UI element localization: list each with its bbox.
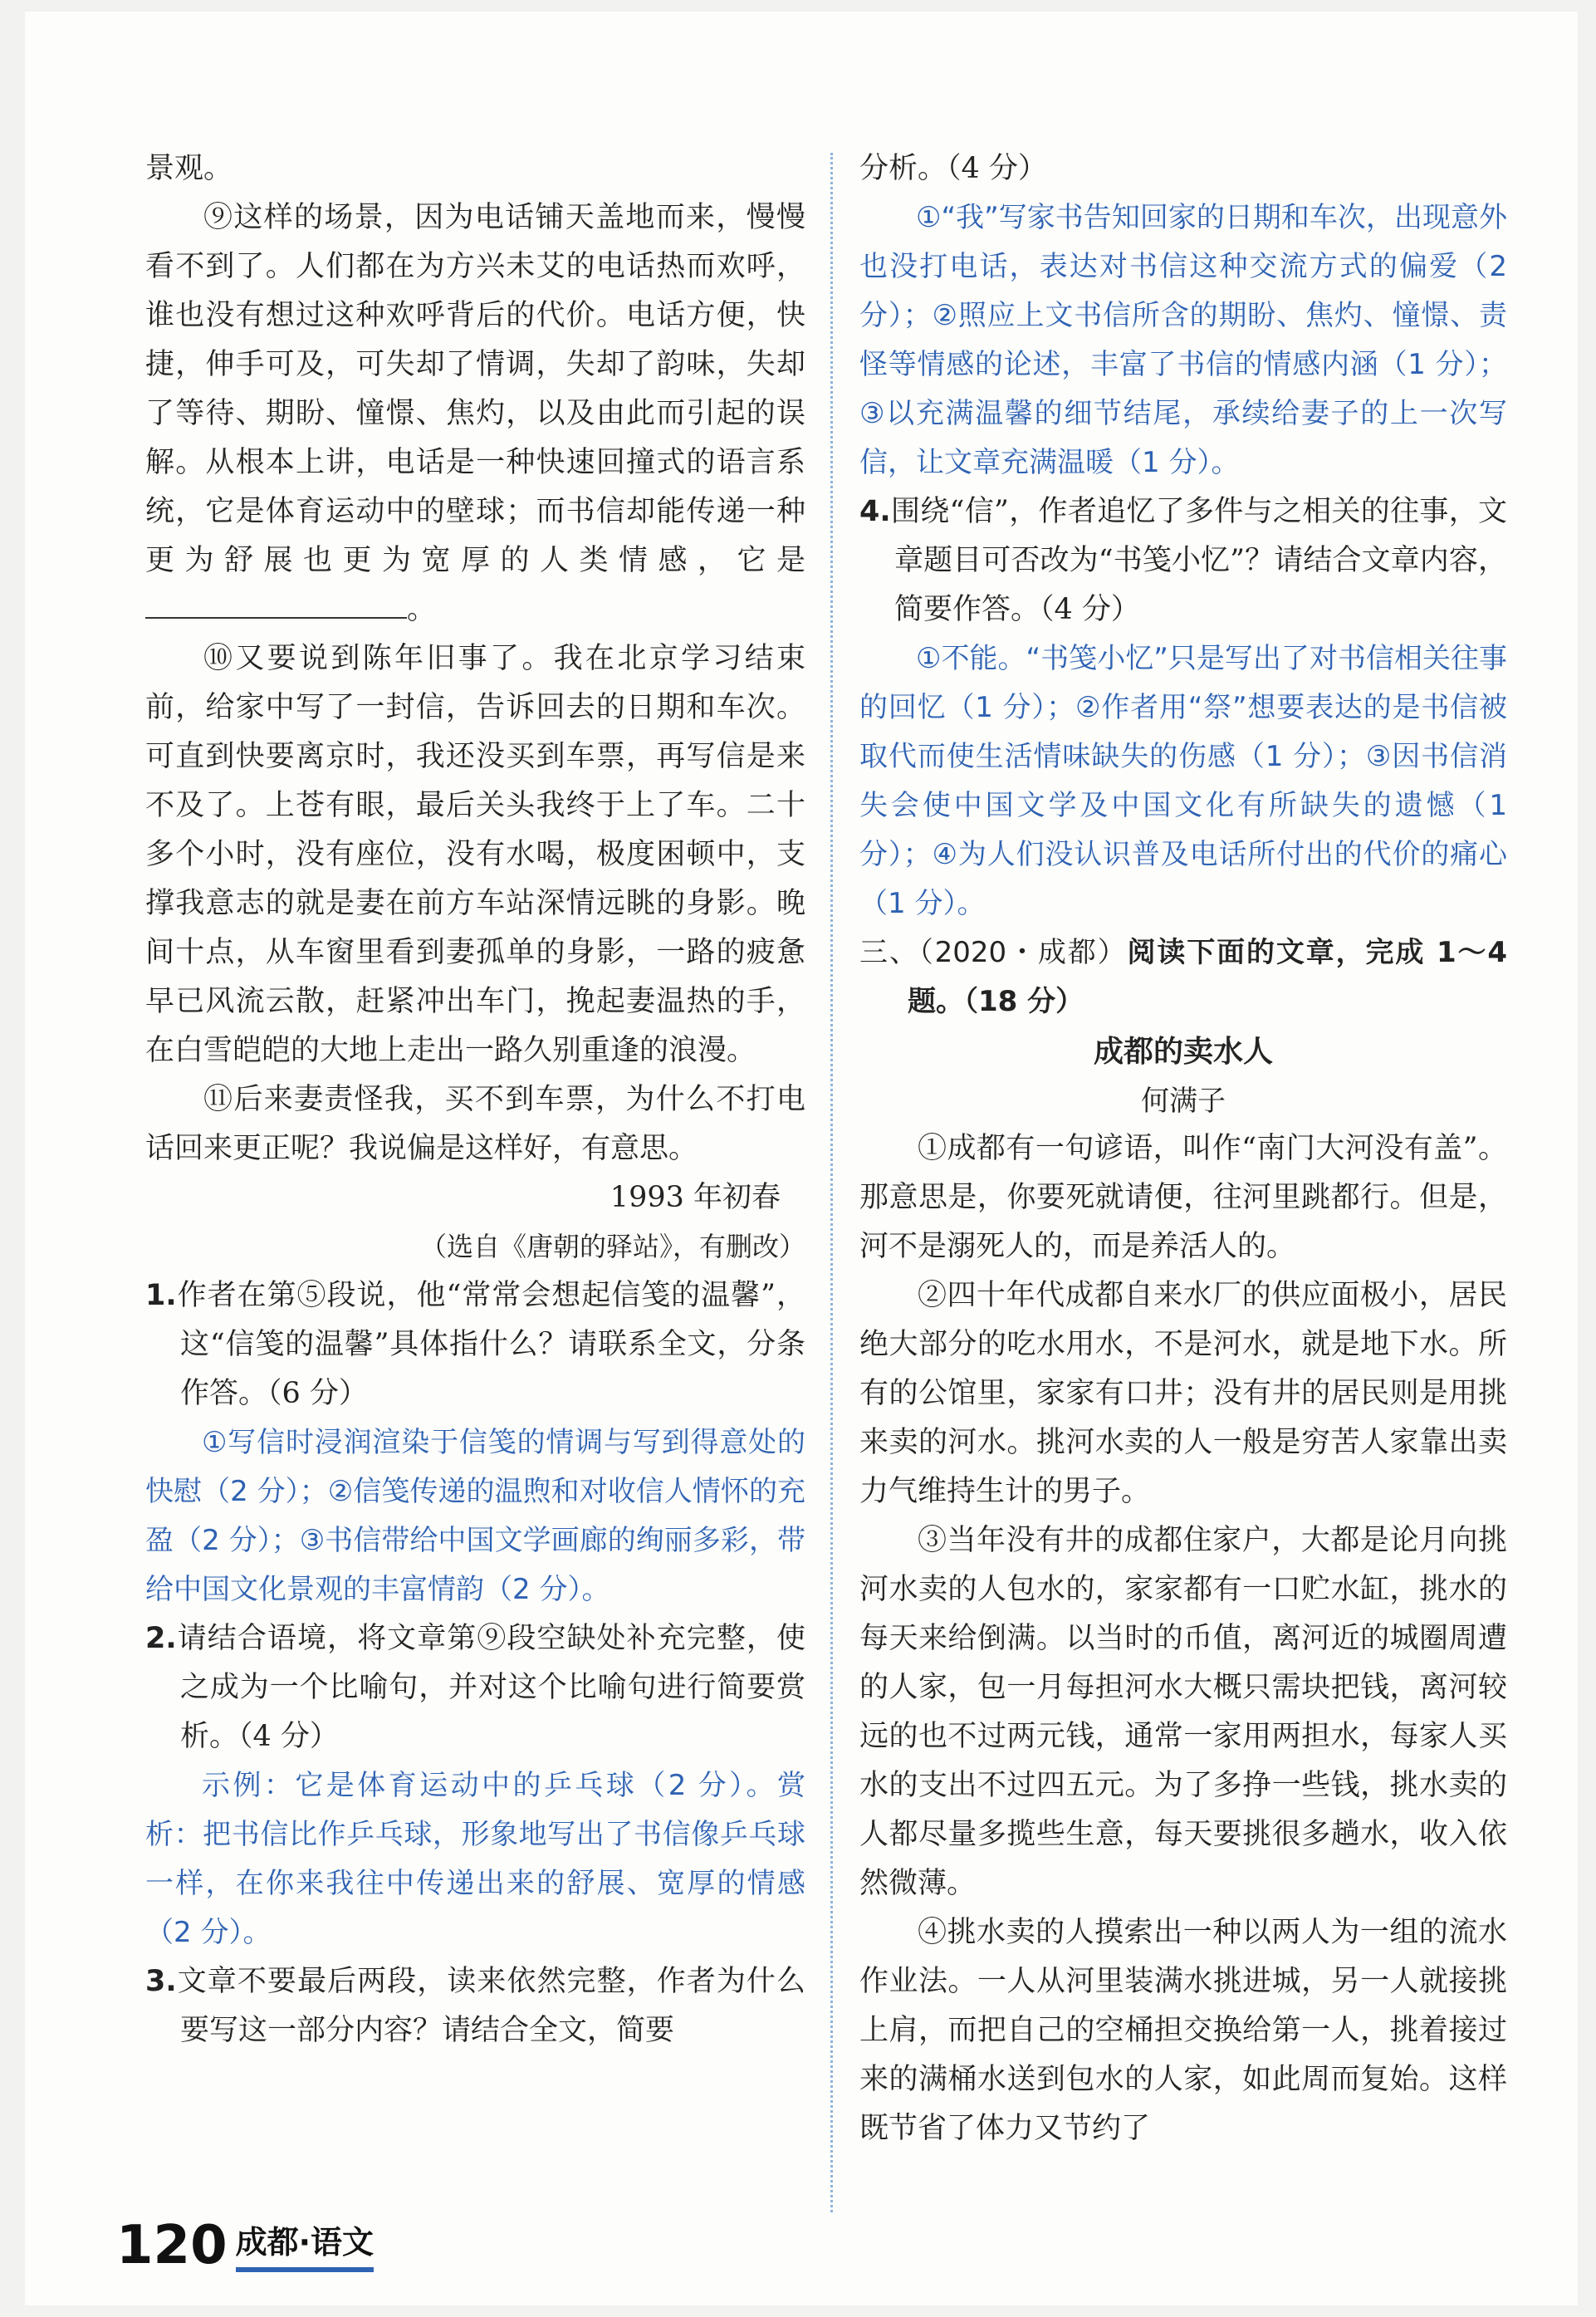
question-3-number: 3. [145, 1965, 177, 1998]
right-column [859, 145, 1507, 2153]
article-title: 成都的卖水人 [1093, 1035, 1273, 1069]
answer-4: ①不能。“书笺小忆”只是写出了对书信相关往事的回忆（1 分）；②作者用“祭”想要表达的是书信被取代而使生活情味缺失的伤感（1 分）；③因书信消失会使中国文学及中国文化有所缺失的遗憾（1 分）；④为人们没认识普及电话所付出的代价的痛心（1 分）。 [859, 642, 1507, 920]
question-4-text: 围绕“信”，作者追忆了多件与之相关的往事，文章题目可否改为“书笺小忆”？请结合文章内容，简要作答。（4 分） [890, 495, 1507, 626]
paragraph-r4: ④挑水卖的人摸索出一种以两人为一组的流水作业法。一人从河里装满水挑进城，另一人就接挑上肩，而把自己的空桶担交换给第一人，挑着接过来的满桶水送到包水的人家，如此周而复始。这样既节省了体力又节约了 [859, 1916, 1507, 2145]
question-1-number: 1. [145, 1279, 177, 1312]
paragraph-11: ⑪后来妻责怪我，买不到车票，为什么不打电话回来更正呢？我说偏是这样好，有意思。 [145, 1083, 805, 1165]
left-column [145, 145, 805, 2055]
paragraph-9-end: 。 [407, 593, 437, 626]
paragraph-r2: ②四十年代成都自来水厂的供应面极小，居民绝大部分的吃水用水，不是河水，就是地下水。所有的公馆里，家家有口井；没有井的居民则是用挑来卖的河水。挑河水卖的人一般是穷苦人家靠出卖力气维持生计的男子。 [859, 1279, 1507, 1508]
footer-label: 成都·语文 [236, 2217, 374, 2272]
answer-3: ①“我”写家书告知回家的日期和车次，出现意外也没打电话，表达对书信这种交流方式的偏爱（2 分）；②照应上文书信所含的期盼、焦灼、憧憬、责怪等情感的论述，丰富了书信的情感内涵（1 分）；③以充满温馨的细节结尾，承续给妻子的上一次写信，让文章充满温暖（1 分）。 [859, 201, 1507, 479]
page-footer [116, 2215, 375, 2276]
paragraph-r3: ③当年没有井的成都住家户，大都是论月向挑河水卖的人包水的，家家都有一口贮水缸，挑水的每天来给倒满。以当时的币值，离河近的城圈周遭的人家，包一月每担河水大概只需块把钱，离河较远的也不过两元钱，通常一家用两担水，每家人买水的支出不过四五元。为了多挣一些钱，挑水卖的人都尽量多揽些生意，每天要挑很多趟水，收入依然微薄。 [859, 1524, 1507, 1900]
paragraph-r1: ①成都有一句谚语，叫作“南门大河没有盖”。那意思是，你要死就请便，往河里跳都行。但是，河不是溺死人的，而是养活人的。 [859, 1132, 1507, 1263]
paragraph-10: ⑩又要说到陈年旧事了。我在北京学习结束前，给家中写了一封信，告诉回去的日期和车次。可直到快要离京时，我还没买到车票，再写信是来不及了。上苍有眼，最后关头我终于上了车。二十多个小时，没有座位，没有水喝，极度困顿中，支撑我意志的就是妻在前方车站深情远眺的身影。晚间十点，从车窗里看到妻孤单的身影，一路的疲惫早已风流云散，赶紧冲出车门，挽起妻温热的手，在白雪皑皑的大地上走出一路久别重逢的浪漫。 [145, 642, 805, 1067]
question-2-text: 请结合语境，将文章第⑨段空缺处补充完整，使之成为一个比喻句，并对这个比喻句进行简要赏析。（4 分） [176, 1622, 805, 1753]
answer-2: 示例：它是体育运动中的乒乓球（2 分）。赏析：把书信比作乒乓球，形象地写出了书信像乒乓球一样，在你来我往中传递出来的舒展、宽厚的情感（2 分）。 [145, 1769, 805, 1949]
section-heading [859, 928, 1507, 1026]
question-4 [859, 487, 1507, 634]
paragraph-9 [145, 193, 805, 634]
column-divider [830, 153, 833, 2212]
question-2 [145, 1614, 805, 1761]
section-instruction: 阅读下面的文章，完成 1～4 题。（18 分） [908, 936, 1508, 1018]
fill-in-blank[interactable] [145, 592, 407, 619]
question-1-text: 作者在第⑤段说，他“常常会想起信笺的温馨”，这“信笺的温馨”具体指什么？请联系全文，分条作答。（6 分） [176, 1279, 805, 1410]
question-2-number: 2. [145, 1622, 177, 1655]
article-date: 1993 年初春 [610, 1181, 781, 1214]
article-author: 何满子 [1141, 1085, 1226, 1118]
answer-1: ①写信时浸润渲染于信笺的情调与写到得意处的快慰（2 分）；②信笺传递的温煦和对收信人情怀的充盈（2 分）；③书信带给中国文学画廊的绚丽多彩，带给中国文化景观的丰富情韵（2 分）。 [145, 1426, 805, 1606]
paragraph-scenery-end: 景观。 [145, 152, 233, 185]
question-3-text: 文章不要最后两段，读来依然完整，作者为什么要写这一部分内容？请结合全文，简要 [176, 1965, 805, 2047]
page [25, 12, 1578, 2305]
question-3 [145, 1957, 805, 2055]
question-3-continued: 分析。（4 分） [859, 152, 1047, 185]
question-1 [145, 1271, 805, 1418]
page-number: 120 [116, 2215, 228, 2276]
question-4-number: 4. [859, 495, 891, 528]
article-source: （选自《唐朝的驿站》，有删改） [419, 1231, 805, 1262]
section-prefix: 三、（2020・成都） [859, 936, 1128, 969]
paragraph-9-text: ⑨这样的场景，因为电话铺天盖地而来，慢慢看不到了。人们都在为方兴未艾的电话热而欢呼，谁也没有想过这种欢呼背后的代价。电话方便，快捷，伸手可及，可失却了情调，失却了韵味，失却了等待、期盼、憧憬、焦灼，以及由此而引起的误解。从根本上讲，电话是一种快速回撞式的语言系统，它是体育运动中的壁球；而书信却能传递一种更为舒展也更为宽厚的人类情感，它是 [145, 201, 805, 577]
